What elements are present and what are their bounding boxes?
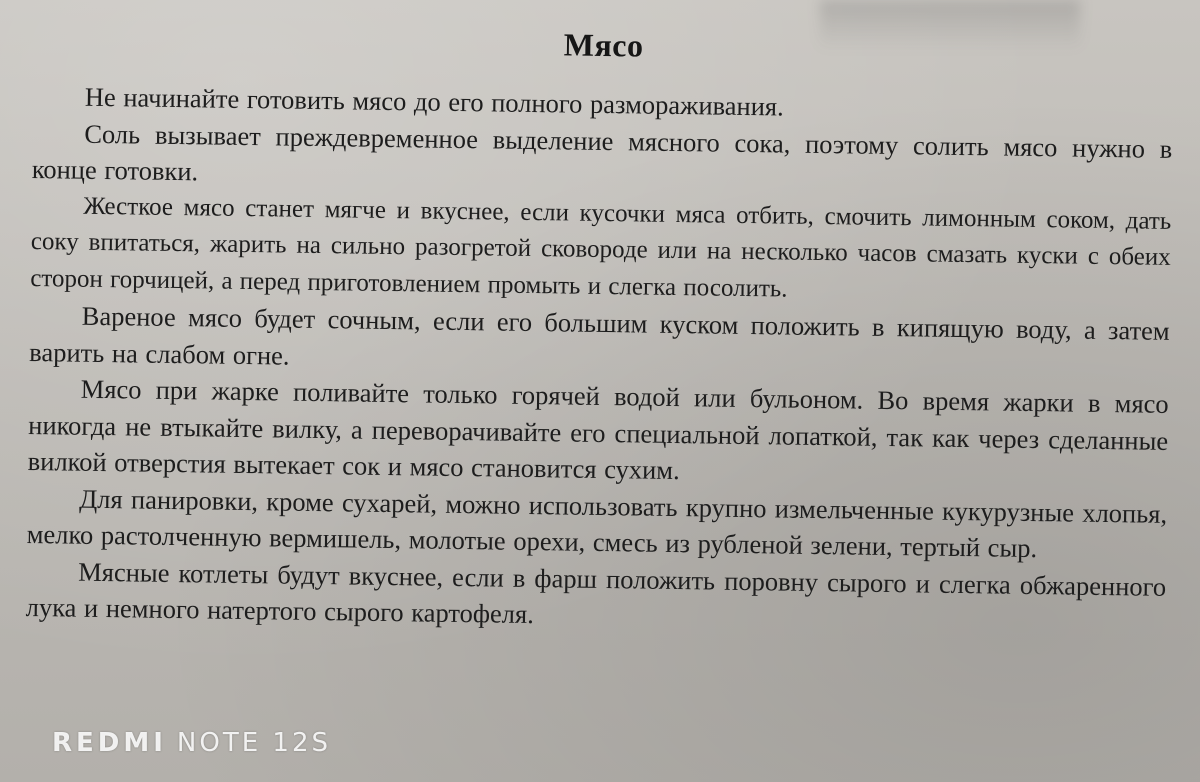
paragraph-thawing: Не начинайте готовить мясо до его полного размораживания. [84,81,784,122]
article-title: Мясо [563,26,644,64]
camera-watermark [52,728,331,758]
paragraph-breading: Для панировки, кроме сухарей, можно использовать крупно измельченные кукурузные хлопья, мелко растолченную вермишель, молотые орехи, смесь из рубленой зелени, тертый сыр. [26,483,1168,564]
watermark-brand: REDMI [52,728,167,758]
watermark-model: NOTE 12S [176,728,331,758]
article [25,14,1173,641]
paragraph-tough-meat: Жесткое мясо станет мягче и вкуснее, если кусочки мяса отбить, смочить лимонным соком, дать соку впитаться, жарить на сильно разогретой сковороде или на несколько часов смазать куски с обеих сторон горчицей, а перед приготовлением промыть и слегка посолить. [30,192,1172,303]
paragraph-salt: Соль вызывает преждевременное выделение мясного сока, поэтому солить мясо нужно в конце готовки. [31,118,1173,187]
paragraph-cutlets: Мясные котлеты будут вкуснее, если в фарш положить поровну сырого и слегка обжаренного лука и немного натертого сырого картофеля. [25,556,1167,630]
paragraph-frying: Мясо при жарке поливайте только горячей водой или бульоном. Во время жарки в мясо никогда не втыкайте вилку, а переворачивайте его специальной лопаткой, так как через сделанные вилкой отверстия вытекает сок и мясо становится сухим. [27,373,1169,486]
paragraph-boiled-meat: Вареное мясо будет сочным, если его большим куском положить в кипящую воду, а затем варить на слабом огне. [29,300,1170,371]
